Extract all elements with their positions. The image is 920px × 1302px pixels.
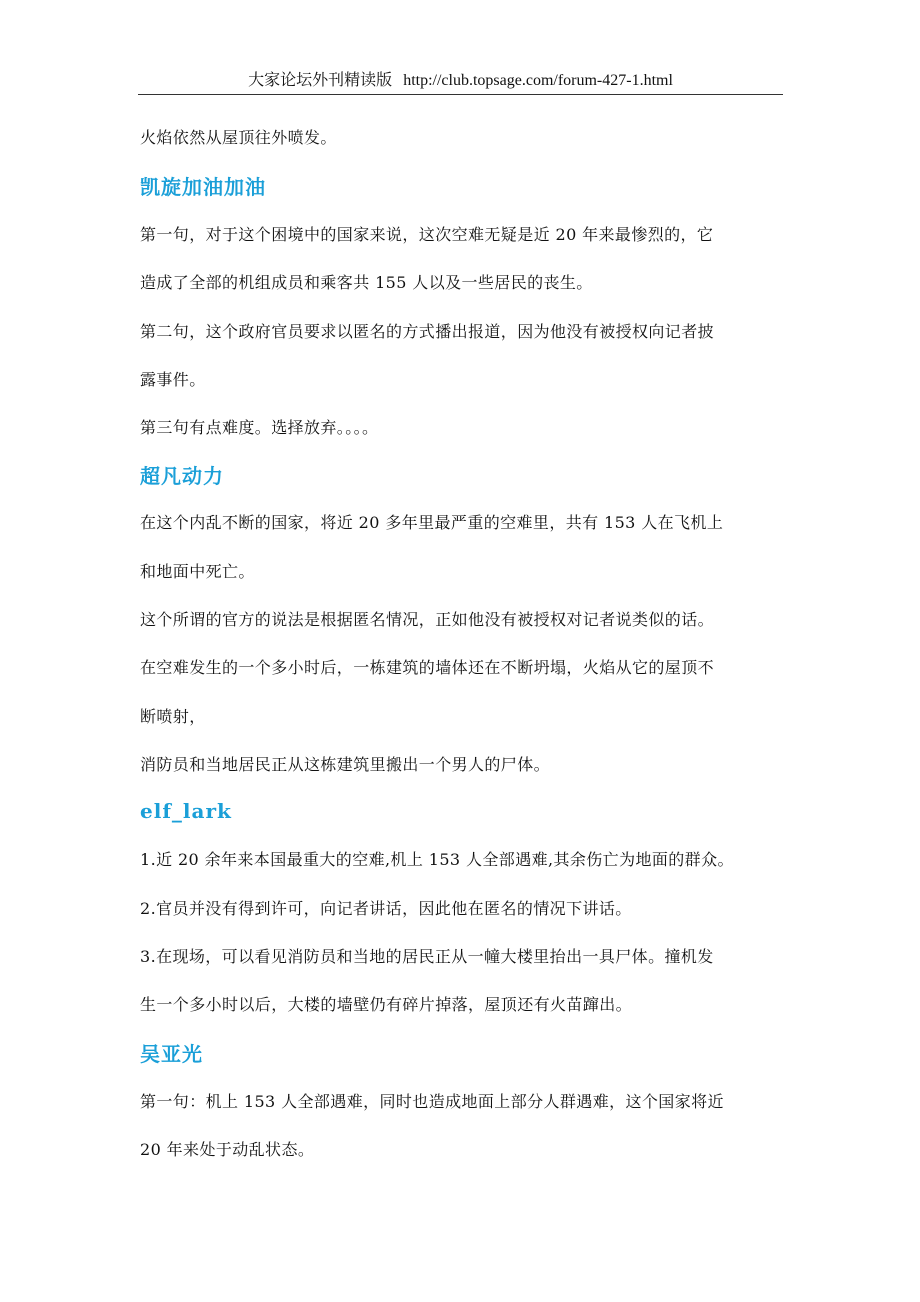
post-line: 20 年来处于动乱状态。 [140,1140,315,1159]
post-line: 第一句，对于这个困境中的国家来说，这次空难无疑是近 20 年来最惨烈的，它 [140,225,714,244]
post-line: 2.官员并没有得到许可，向记者讲话，因此他在匿名的情况下讲话。 [140,899,632,918]
intro-line: 火焰依然从屋顶往外喷发。 [140,128,337,147]
post-author: 吴亚光 [140,1042,203,1066]
post-line: 断喷射， [140,707,206,726]
page-header [138,66,783,95]
post-line: 3.在现场，可以看见消防员和当地的居民正从一幢大楼里抬出一具尸体。撞机发 [140,947,714,966]
post-line: 第二句，这个政府官员要求以匿名的方式播出报道，因为他没有被授权向记者披 [140,322,715,341]
post-author: 超凡动力 [140,464,224,488]
header-title: 大家论坛外刊精读版 [248,70,393,89]
post-line: 1.近 20 余年来本国最重大的空难,机上 153 人全部遇难,其余伤亡为地面的群众。 [140,850,734,869]
post-line: 消防员和当地居民正从这栋建筑里搬出一个男人的尸体。 [140,755,551,774]
post-line: 和地面中死亡。 [140,562,255,581]
post-line: 造成了全部的机组成员和乘客共 155 人以及一些居民的丧生。 [140,273,593,292]
post-author: 凯旋加油加油 [140,175,266,199]
post-line: 在这个内乱不断的国家，将近 20 多年里最严重的空难里，共有 153 人在飞机上 [140,513,724,532]
post-author: elf_lark [140,799,232,823]
post-line: 第三句有点难度。选择放弃。。。。 [140,418,379,437]
post-line: 第一句：机上 153 人全部遇难，同时也造成地面上部分人群遇难，这个国家将近 [140,1092,724,1111]
post-line: 露事件。 [140,370,206,389]
post-line: 生一个多小时以后，大楼的墙壁仍有碎片掉落，屋顶还有火苗蹿出。 [140,995,633,1014]
post-line: 在空难发生的一个多小时后，一栋建筑的墙体还在不断坍塌，火焰从它的屋顶不 [140,658,715,677]
post-line: 这个所谓的官方的说法是根据匿名情况，正如他没有被授权对记者说类似的话。 [140,610,715,629]
header-url[interactable]: http://club.topsage.com/forum-427-1.html [403,72,673,89]
